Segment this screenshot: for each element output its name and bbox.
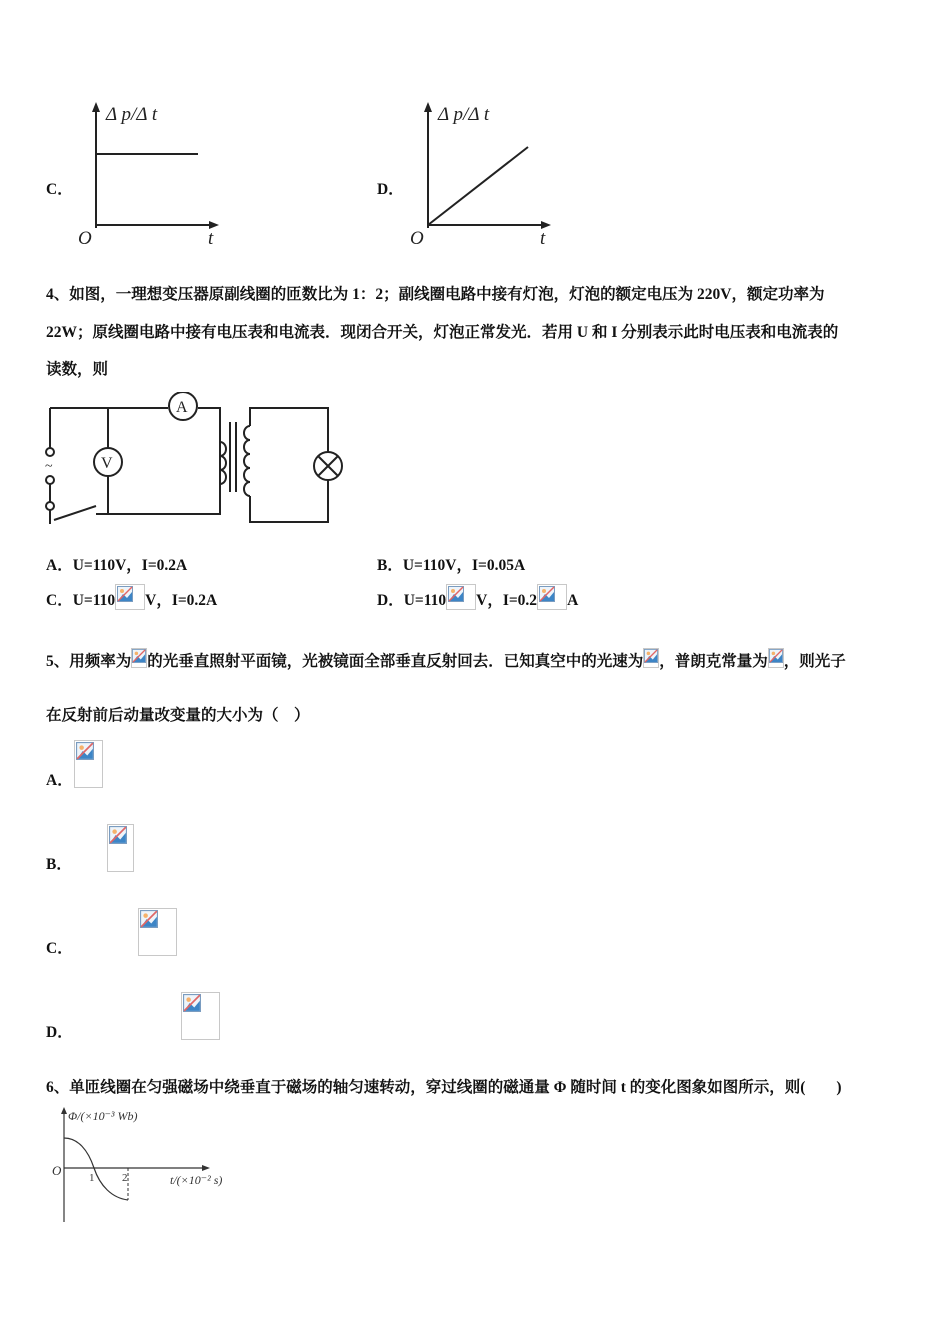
q4d-part3: A — [567, 592, 579, 609]
broken-image-icon — [643, 648, 659, 668]
svg-text:~: ~ — [45, 459, 53, 474]
q6-tick-1: 1 — [89, 1172, 95, 1184]
broken-image-icon — [446, 584, 476, 610]
q4c-part2: V，I=0.2A — [145, 592, 218, 609]
q4-option-a: A．U=110V，I=0.2A — [46, 557, 188, 574]
broken-image-icon — [115, 584, 145, 610]
q5-option-c-letter: C． — [46, 940, 73, 957]
broken-image-icon — [74, 740, 103, 788]
q4-line-3: 读数，则 — [46, 361, 109, 378]
q5-option-a — [46, 768, 73, 790]
q3d-origin: O — [410, 228, 424, 249]
q6-ylabel: Φ/(×10⁻³ Wb) — [68, 1109, 138, 1123]
q4-option-d — [377, 584, 578, 612]
broken-image-icon — [138, 908, 177, 956]
q5-text-1: 5、用频率为 — [46, 653, 132, 670]
q5-line-2: 在反射前后动量改变量的大小为（ ） — [46, 707, 310, 724]
broken-image-icon — [107, 824, 134, 872]
q5-option-b — [46, 852, 72, 874]
q3-option-c-letter: C． — [46, 181, 73, 198]
q4-option-c — [46, 584, 217, 612]
q3d-xlabel: t — [540, 228, 546, 249]
q4-option-b: B．U=110V，I=0.05A — [377, 557, 526, 574]
q3c-xlabel: t — [208, 228, 214, 249]
q6-tick-2: 2 — [122, 1172, 128, 1184]
voltmeter-label: V — [101, 455, 113, 472]
q5-text-3: ，普朗克常量为 — [659, 653, 768, 670]
q5-option-c — [46, 936, 73, 958]
q4d-part1: D．U=110 — [377, 592, 447, 609]
q3c-origin: O — [78, 228, 92, 249]
q5-option-a-letter: A． — [46, 772, 73, 789]
q5-option-d-letter: D． — [46, 1024, 73, 1041]
broken-image-icon — [768, 648, 784, 668]
q4-line-1: 4、如图，一理想变压器原副线圈的匝数比为 1：2；副线圈电路中接有灯泡，灯泡的额定电压为 220V，额定功率为 — [46, 286, 825, 303]
broken-image-icon — [537, 584, 567, 610]
broken-image-icon — [131, 648, 147, 668]
q3-option-c-graph — [74, 96, 234, 252]
q5-text-2: 的光垂直照射平面镜，光被镜面全部垂直反射回去．已知真空中的光速为 — [147, 653, 644, 670]
q4-circuit-diagram — [40, 392, 360, 528]
q4-line-2: 22W；原线圈电路中接有电压表和电流表．现闭合开关，灯泡正常发光．若用 U 和 I 分别表示此时电压表和电流表的 — [46, 324, 839, 341]
q3c-ylabel: Δ p/Δ t — [106, 104, 158, 125]
q4d-part2: V，I=0.2 — [476, 592, 538, 609]
q3-option-d-graph — [406, 96, 566, 252]
q6-origin: O — [52, 1163, 62, 1178]
broken-image-icon — [181, 992, 220, 1040]
q3-option-d-letter: D． — [377, 181, 404, 198]
q5-option-b-letter: B． — [46, 856, 72, 873]
q3d-ylabel: Δ p/Δ t — [438, 104, 490, 125]
q5-line-1 — [46, 648, 846, 674]
q6-flux-graph — [44, 1104, 244, 1226]
ammeter-label: A — [176, 399, 188, 416]
q6-xlabel: t/(×10⁻² s) — [170, 1173, 223, 1187]
q5-option-d — [46, 1020, 73, 1042]
q5-text-4: ，则光子 — [783, 653, 846, 670]
q6-text: 6、单匝线圈在匀强磁场中绕垂直于磁场的轴匀速转动，穿过线圈的磁通量 Φ 随时间 t 的变化图象如图所示，则( ) — [46, 1079, 842, 1096]
q4c-part1: C．U=110 — [46, 592, 116, 609]
